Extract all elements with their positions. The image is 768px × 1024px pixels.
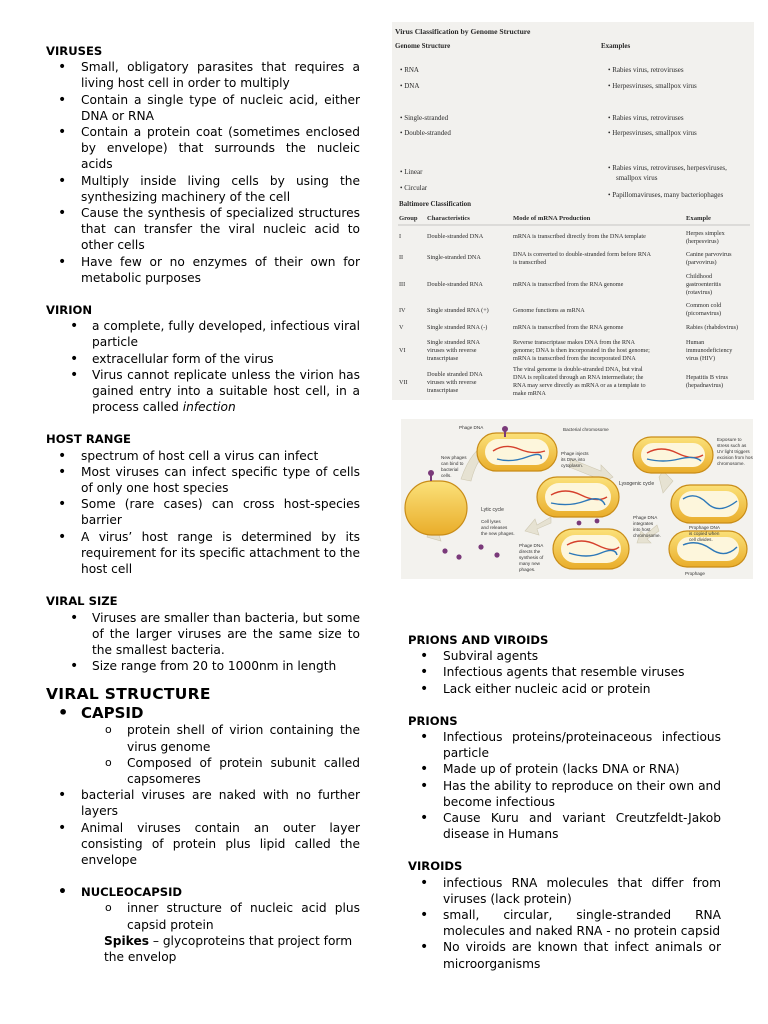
svg-text:Phage injects: Phage injects <box>561 451 589 456</box>
phage-icon <box>595 519 600 524</box>
svg-text:UV light triggers: UV light triggers <box>717 449 750 454</box>
list-item: • small, circular, single-stranded RNA molecules and naked RNA - no protein capsid <box>408 907 721 939</box>
list-item: • extracellular form of the virus <box>46 351 360 367</box>
genome-cell: DNA <box>404 82 420 90</box>
heading-viroids: VIROIDS <box>408 859 463 874</box>
svg-text:many new: many new <box>519 561 540 566</box>
list-item: o Composed of protein subunit called capsomeres <box>46 755 360 787</box>
baltimore-cell: IV <box>399 307 406 314</box>
left-column <box>46 43 360 965</box>
list-item: • Subviral agents <box>408 648 721 664</box>
label-lytic-cycle: Lytic cycle <box>481 507 504 513</box>
svg-text:into host: into host <box>633 527 651 532</box>
classification-table-svg <box>392 22 754 400</box>
svg-text:transcriptase: transcriptase <box>427 387 459 394</box>
genome-cell: Single-stranded <box>404 114 449 122</box>
phage-icon <box>456 554 461 559</box>
spikes-term: Spikes <box>104 933 149 948</box>
prions-list <box>408 729 721 842</box>
heading-viruses: VIRUSES <box>46 44 103 58</box>
svg-text:is copied when: is copied when <box>689 531 720 536</box>
heading-host-range: HOST RANGE <box>46 432 131 447</box>
svg-text:bacterial: bacterial <box>441 467 459 472</box>
baltimore-cell: Double-stranded RNA <box>427 281 483 288</box>
genome-table-title: Virus Classification by Genome Structure <box>395 27 531 36</box>
phage-icon <box>430 475 432 481</box>
phage-icon <box>478 544 483 549</box>
list-item: • Made up of protein (lacks DNA or RNA) <box>408 761 721 777</box>
svg-text:gastroenteritis: gastroenteritis <box>686 281 722 288</box>
list-item: • Size range from 20 to 1000nm in length <box>46 658 360 674</box>
baltimore-cell: III <box>399 281 406 288</box>
list-item: • Small, obligatory parasites that requires a living host cell in order to multiply <box>46 59 360 91</box>
list-item: • Infectious agents that resemble viruses <box>408 664 721 680</box>
svg-text:directs the: directs the <box>519 549 541 554</box>
baltimore-cell: VI <box>399 347 406 354</box>
svg-text:• Double-stranded: • Double-stranded <box>400 129 451 137</box>
baltimore-title: Baltimore Classification <box>399 200 472 208</box>
item-text: Virus cannot replicate unless the virion has gained entry into a suitable host cell, in a process called <box>92 367 360 415</box>
heading-viral-size: VIRAL SIZE <box>46 594 118 609</box>
list-item: • spectrum of host cell a virus can infect <box>46 448 360 464</box>
svg-text:Phage DNA: Phage DNA <box>519 543 544 548</box>
svg-text:Hepatitis B virus: Hepatitis B virus <box>686 374 728 381</box>
list-item: • Contain a single type of nucleic acid, either DNA or RNA <box>46 92 360 124</box>
genome-cell: Herpesviruses, smallpox virus <box>612 82 697 90</box>
svg-text:New phages: New phages <box>441 455 467 460</box>
heading-nucleocapsid: • NUCLEOCAPSID <box>46 884 360 900</box>
list-item <box>46 367 360 416</box>
svg-text:Exposure to: Exposure to <box>717 437 742 442</box>
baltimore-cell: Single stranded RNA (+) <box>427 307 489 314</box>
list-item: • a complete, fully developed, infectious viral particle <box>46 318 360 350</box>
label-prophage: Prophage <box>685 571 705 576</box>
svg-text:excision from host: excision from host <box>717 455 753 460</box>
item-italic: infection <box>182 400 236 415</box>
svg-text:Cell lyses: Cell lyses <box>481 519 501 524</box>
svg-text:Herpes simplex: Herpes simplex <box>686 230 725 237</box>
capsid-list <box>46 787 360 868</box>
svg-text:Prophage DNA: Prophage DNA <box>689 525 720 530</box>
right-column <box>408 632 721 972</box>
svg-text:cells.: cells. <box>441 473 452 478</box>
virus-classification-table-image <box>392 22 754 400</box>
baltimore-header: Mode of mRNA Production <box>513 215 591 222</box>
svg-text:transcriptase: transcriptase <box>427 355 459 362</box>
viral-size-list <box>46 610 360 675</box>
viroids-list <box>408 875 721 972</box>
phage-icon <box>442 548 447 553</box>
list-item: • Most viruses can infect specific type of cells of only one host species <box>46 464 360 496</box>
svg-text:chromosome.: chromosome. <box>633 533 661 538</box>
baltimore-cell: Double-stranded DNA <box>427 233 484 240</box>
genome-cell: RNA <box>404 66 419 74</box>
svg-text:• DNA: • DNA <box>400 82 420 90</box>
baltimore-cell: II <box>399 254 404 261</box>
baltimore-cell: VII <box>399 379 408 386</box>
heading-prions: PRIONS <box>408 713 458 728</box>
list-item: • No viroids are known that infect animals or microorganisms <box>408 939 721 971</box>
svg-text:DNA is replicated through an R: DNA is replicated through an RNA intermediate; the <box>513 374 644 381</box>
heading-virion: VIRION <box>46 303 93 318</box>
nucleocapsid-list <box>46 884 360 900</box>
svg-text:Reverse transcriptase makes DN: Reverse transcriptase makes DNA from the RNA <box>513 339 635 346</box>
genome-cell: Double-stranded <box>404 129 451 137</box>
label-phage-dna: Phage DNA <box>459 425 484 430</box>
list-item: • Viruses are smaller than bacteria, but some of the larger viruses are the same size to the smallest bacteria. <box>46 610 360 659</box>
baltimore-cell: mRNA is transcribed from the RNA genome <box>513 281 624 288</box>
list-item: • Some (rare cases) can cross host-species barrier <box>46 496 360 528</box>
lytic-lysogenic-cycle-image <box>401 419 753 579</box>
list-item: • Contain a protein coat (sometimes enclosed by envelope) that surrounds the nucleic acids <box>46 124 360 173</box>
list-item: o protein shell of virion containing the virus genome <box>46 722 360 754</box>
list-item: • Cause the synthesis of specialized structures that can transfer the viral nucleic acid to other cells <box>46 205 360 254</box>
svg-text:(hepadnavirus): (hepadnavirus) <box>686 382 724 389</box>
spikes-text: – glycoproteins that project form the envelop <box>104 933 353 964</box>
spikes-definition <box>46 933 360 965</box>
genome-col1-header: Genome Structure <box>395 42 451 50</box>
svg-text:Common cold: Common cold <box>686 302 722 309</box>
phage-icon <box>494 552 499 557</box>
svg-text:cytoplasm.: cytoplasm. <box>561 463 583 468</box>
svg-text:• Circular: • Circular <box>400 184 428 192</box>
arrow-shape <box>659 471 673 493</box>
svg-text:viruses with reverse: viruses with reverse <box>427 379 477 386</box>
list-item: o inner structure of nucleic acid plus capsid protein <box>46 900 360 932</box>
svg-text:• Rabies virus, retroviruses: • Rabies virus, retroviruses <box>608 114 684 122</box>
baltimore-cell: Single stranded RNA (-) <box>427 324 488 331</box>
svg-text:can bind to: can bind to <box>441 461 464 466</box>
svg-text:chromosome.: chromosome. <box>717 461 745 466</box>
svg-text:The viral genome is double-str: The viral genome is double-stranded DNA, but viral <box>513 366 643 373</box>
svg-text:immunodeficiency: immunodeficiency <box>686 347 733 354</box>
genome-cell: Papillomaviruses, many bacteriophages <box>612 191 724 199</box>
baltimore-cell: mRNA is transcribed from the RNA genome <box>513 324 624 331</box>
svg-text:Human: Human <box>686 339 705 346</box>
svg-text:mRNA is transcribed from the i: mRNA is transcribed from the incorporated DNA <box>513 355 636 362</box>
svg-text:is transcribed: is transcribed <box>513 259 547 266</box>
list-item: • A virus’ host range is determined by its requirement for its specific attachment to the host cell <box>46 529 360 578</box>
svg-text:(picornavirus): (picornavirus) <box>686 310 722 317</box>
list-item: • infectious RNA molecules that differ from viruses (lack protein) <box>408 875 721 907</box>
svg-text:• Rabies virus, retroviruses,: • Rabies virus, retroviruses, herpesviruses, <box>608 164 727 172</box>
svg-text:cell divides.: cell divides. <box>689 537 713 542</box>
svg-text:• Papillomaviruses, many bacte: • Papillomaviruses, many bacteriophages <box>608 191 724 199</box>
baltimore-header: Group <box>399 215 418 222</box>
svg-text:its DNA into: its DNA into <box>561 457 585 462</box>
svg-text:make mRNA: make mRNA <box>513 390 546 397</box>
list-item: • Animal viruses contain an outer layer consisting of protein plus lipid called the envelope <box>46 820 360 869</box>
svg-text:phages.: phages. <box>519 567 536 572</box>
genome-cell: Herpesviruses, smallpox virus <box>612 129 697 137</box>
svg-text:• Linear: • Linear <box>400 168 423 176</box>
svg-text:• RNA: • RNA <box>400 66 419 74</box>
prions-viroids-list <box>408 648 721 697</box>
svg-text:(herpesvirus): (herpesvirus) <box>686 238 719 245</box>
baltimore-cell: I <box>399 233 402 240</box>
svg-text:stress such as: stress such as <box>717 443 747 448</box>
heading-capsid: • CAPSID <box>46 704 360 722</box>
svg-text:DNA is converted to double-str: DNA is converted to double-stranded form before RNA <box>513 251 651 258</box>
svg-text:Phage DNA: Phage DNA <box>633 515 658 520</box>
svg-text:Canine parvovirus: Canine parvovirus <box>686 251 732 258</box>
svg-text:Single stranded RNA: Single stranded RNA <box>427 339 480 346</box>
baltimore-header: Example <box>686 215 711 222</box>
cycle-diagram-svg <box>401 419 753 579</box>
baltimore-cell: mRNA is transcribed directly from the DNA template <box>513 233 646 240</box>
heading-prions-viroids: PRIONS AND VIROIDS <box>408 633 549 647</box>
bacterial-cell <box>405 481 467 535</box>
genome-cell: Linear <box>404 168 423 176</box>
baltimore-cell: Single-stranded DNA <box>427 254 481 261</box>
baltimore-cell: Genome functions as mRNA <box>513 307 585 314</box>
host-range-list <box>46 448 360 578</box>
genome-cell: Rabies virus, retroviruses <box>612 114 684 122</box>
list-item: • Cause Kuru and variant Creutzfeldt-Jakob disease in Humans <box>408 810 721 842</box>
heading-viral-structure: VIRAL STRUCTURE <box>46 685 211 704</box>
svg-text:and releases: and releases <box>481 525 508 530</box>
svg-text:• Herpesviruses, smallpox viru: • Herpesviruses, smallpox virus <box>608 129 697 137</box>
list-item: • Infectious proteins/proteinaceous infectious particle <box>408 729 721 761</box>
baltimore-cell: V <box>399 324 404 331</box>
label-bacterial-chromosome: Bacterial chromosome <box>563 427 609 432</box>
genome-cell: Rabies virus, retroviruses <box>612 66 684 74</box>
list-item: • Lack either nucleic acid or protein <box>408 681 721 697</box>
svg-text:smallpox virus: smallpox virus <box>616 174 658 182</box>
svg-text:Childhood: Childhood <box>686 273 713 280</box>
svg-text:• Rabies virus, retroviruses: • Rabies virus, retroviruses <box>608 66 684 74</box>
list-item: • Have few or no enzymes of their own for metabolic purposes <box>46 254 360 286</box>
virion-list <box>46 318 360 415</box>
phage-icon <box>504 431 506 437</box>
svg-text:Double stranded DNA: Double stranded DNA <box>427 371 483 378</box>
baltimore-cell: Rabies (rhabdovirus) <box>686 324 739 331</box>
svg-text:integrates: integrates <box>633 521 654 526</box>
svg-text:RNA may serve directly as mRNA: RNA may serve directly as mRNA or as a template to <box>513 382 646 389</box>
phage-icon <box>577 521 582 526</box>
svg-text:(parvovirus): (parvovirus) <box>686 259 717 266</box>
svg-text:genome; DNA is then incorporat: genome; DNA is then incorporated in the host genome; <box>513 347 650 354</box>
list-item: • bacterial viruses are naked with no further layers <box>46 787 360 819</box>
viruses-list <box>46 59 360 286</box>
svg-text:viruses with reverse: viruses with reverse <box>427 347 477 354</box>
list-item: • Has the ability to reproduce on their own and become infectious <box>408 778 721 810</box>
genome-col2-header: Examples <box>601 42 631 50</box>
arrow-shape <box>525 517 551 535</box>
baltimore-header: Characteristics <box>427 215 470 222</box>
svg-text:synthesis of: synthesis of <box>519 555 544 560</box>
svg-text:virus (HIV): virus (HIV) <box>686 355 716 362</box>
label-lysogenic-cycle: Lysogenic cycle <box>619 481 655 487</box>
svg-text:the new phages.: the new phages. <box>481 531 515 536</box>
list-item: • Multiply inside living cells by using the synthesizing machinery of the cell <box>46 173 360 205</box>
nucleocapsid-sublist <box>46 900 360 932</box>
genome-cell: Circular <box>404 184 428 192</box>
svg-text:(rotavirus): (rotavirus) <box>686 289 713 296</box>
svg-text:• Herpesviruses, smallpox viru: • Herpesviruses, smallpox virus <box>608 82 697 90</box>
capsid-sublist <box>46 722 360 787</box>
svg-text:• Single-stranded: • Single-stranded <box>400 114 449 122</box>
